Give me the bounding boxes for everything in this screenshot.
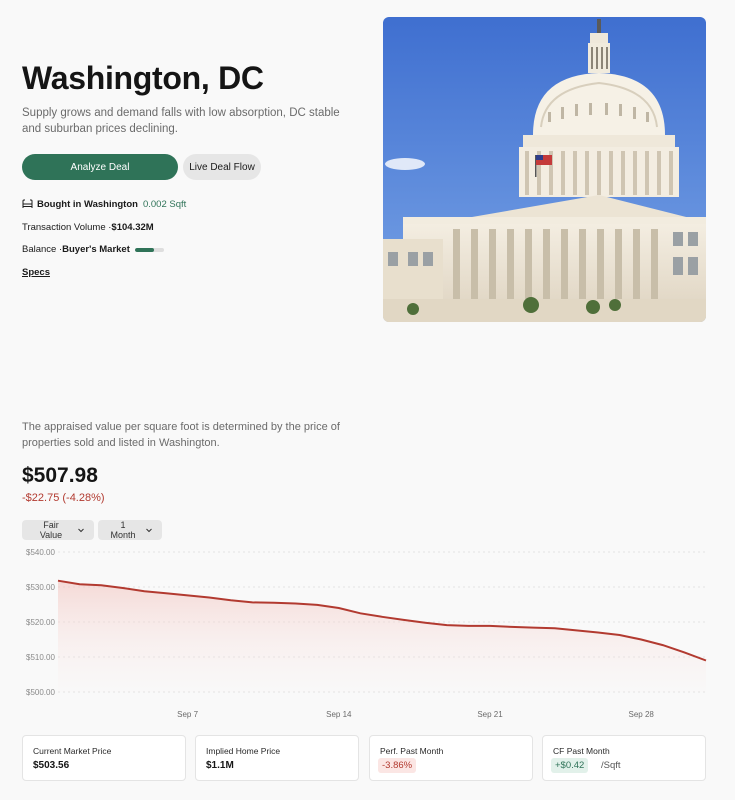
- page-subtitle: Supply grows and demand falls with low absorption, DC stable and suburban prices declining.: [22, 107, 340, 135]
- price-change: -$22.75 (-4.28%): [22, 492, 105, 504]
- x-tick-label: Sep 14: [326, 710, 352, 719]
- transaction-volume-value: $104.32M: [111, 222, 154, 233]
- balance-bar-fill: [135, 248, 154, 252]
- metric-dropdown-label: Fair Value: [39, 520, 63, 540]
- bought-label: Bought in Washington: [37, 199, 138, 210]
- card-badge-negative: -3.86%: [378, 758, 416, 773]
- capitol-photo: [383, 17, 706, 322]
- current-price: $507.98: [22, 464, 98, 487]
- x-tick-label: Sep 7: [177, 710, 199, 719]
- card-label: CF Past Month: [553, 746, 610, 756]
- card-label: Implied Home Price: [206, 746, 281, 756]
- live-deal-flow-button[interactable]: Live Deal Flow: [183, 154, 261, 180]
- page-title: Washington, DC: [22, 60, 264, 96]
- y-tick-label: $510.00: [26, 653, 55, 662]
- balance-row: [22, 244, 164, 255]
- cf-past-month-card: [542, 735, 706, 781]
- perf-past-month-card: [369, 735, 533, 781]
- balance-value: Buyer's Market: [62, 244, 130, 255]
- y-tick-label: $540.00: [26, 548, 55, 557]
- x-tick-label: Sep 28: [628, 710, 654, 719]
- transaction-volume-row: [22, 222, 154, 233]
- chevron-down-icon: [145, 526, 153, 534]
- range-dropdown[interactable]: [98, 520, 162, 540]
- card-unit: /Sqft: [601, 760, 621, 771]
- price-chart[interactable]: [0, 545, 735, 725]
- bought-value: 0.002 Sqft: [142, 199, 187, 210]
- bought-row: [22, 199, 186, 210]
- metric-cards: [22, 735, 706, 782]
- price-area: [58, 581, 706, 692]
- stair-handrail-icon: [22, 199, 33, 210]
- y-tick-label: $500.00: [26, 688, 55, 697]
- transaction-volume-label: Transaction Volume ·: [22, 222, 112, 233]
- metric-dropdown[interactable]: [22, 520, 94, 540]
- card-value: $1.1M: [206, 760, 234, 771]
- card-label: Perf. Past Month: [380, 746, 444, 756]
- card-value: $503.56: [33, 760, 70, 771]
- x-tick-label: Sep 21: [477, 710, 503, 719]
- specs-link[interactable]: Specs: [22, 267, 50, 278]
- card-label: Current Market Price: [33, 746, 112, 756]
- implied-home-price-card: [195, 735, 359, 781]
- pricing-description: The appraised value per square foot is determined by the price of properties sold and listed in Washington.: [22, 421, 340, 449]
- current-market-price-card: [22, 735, 186, 781]
- y-tick-label: $530.00: [26, 583, 55, 592]
- balance-label: Balance ·: [22, 244, 63, 255]
- chevron-down-icon: [77, 526, 85, 534]
- card-badge-positive: +$0.42: [551, 758, 588, 773]
- range-dropdown-label: 1 Month: [110, 520, 136, 540]
- balance-bar: [135, 248, 164, 252]
- analyze-deal-button[interactable]: Analyze Deal: [22, 154, 178, 180]
- y-tick-label: $520.00: [26, 618, 55, 627]
